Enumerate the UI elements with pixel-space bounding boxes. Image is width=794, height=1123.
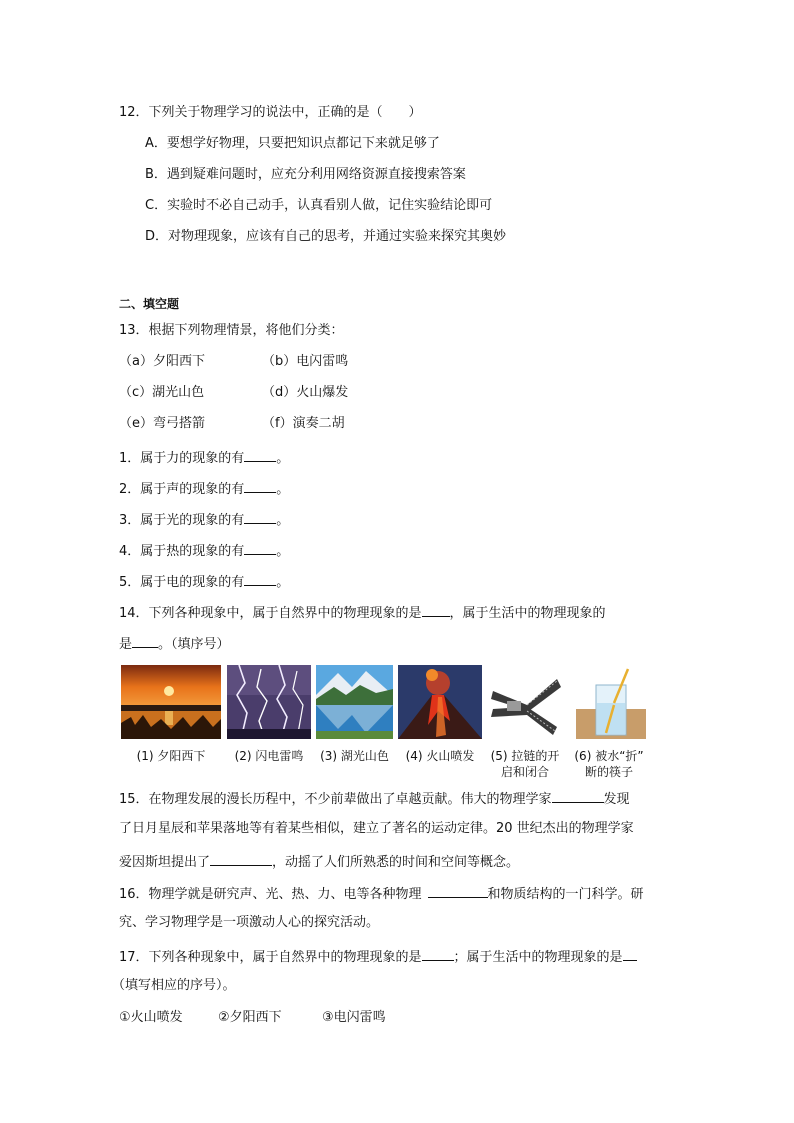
q17-line-1: 17．下列各种现象中，属于自然界中的物理现象的是 ；属于生活中的物理现象的是 bbox=[119, 946, 637, 967]
q13-sub-3: 3．属于光的现象的有 。 bbox=[119, 509, 289, 530]
q14-line-1: 14．下列各种现象中，属于自然界中的物理现象的是 ，属于生活中的物理现象的 bbox=[119, 602, 606, 623]
answer-blank[interactable] bbox=[422, 946, 454, 961]
q17-option-3: ③电闪雷鸣 bbox=[322, 1010, 386, 1025]
image-caption-1: (1) 夕阳西下 bbox=[136, 749, 206, 763]
q15-line-3: 爱因斯坦提出了 ，动摇了人们所熟悉的时间和空间等概念。 bbox=[119, 851, 519, 872]
section-title: 二、填空题 bbox=[119, 297, 180, 311]
answer-blank[interactable] bbox=[244, 447, 276, 462]
q12-option-d: D．对物理现象，应该有自己的思考，并通过实验来探究其奥妙 bbox=[145, 229, 507, 244]
answer-blank[interactable] bbox=[422, 602, 450, 617]
q13-stem: 13．根据下列物理情景，将他们分类： bbox=[119, 323, 344, 338]
answer-blank[interactable] bbox=[428, 883, 488, 898]
q14-line-2: 是 。（填序号） bbox=[119, 633, 230, 654]
lake-mountain-image bbox=[316, 665, 393, 739]
q13-item-c: （c）湖光山色 bbox=[119, 385, 205, 400]
q13-item-a: （a）夕阳西下 bbox=[119, 354, 205, 369]
q15-line-1: 15．在物理发展的漫长历程中，不少前辈做出了卓越贡献。伟大的物理学家 发现 bbox=[119, 788, 630, 809]
q17-option-2: ②夕阳西下 bbox=[218, 1010, 282, 1025]
q17-option-1: ①火山喷发 bbox=[119, 1010, 183, 1025]
answer-blank[interactable] bbox=[244, 509, 276, 524]
answer-blank[interactable] bbox=[210, 851, 272, 866]
q17-line-2: （填写相应的序号）。 bbox=[112, 978, 236, 993]
image-caption-4: (4) 火山喷发 bbox=[405, 749, 475, 763]
answer-blank[interactable] bbox=[623, 946, 637, 961]
q16-line-1: 16．物理学就是研究声、光、热、力、电等各种物理 和物质结构的一门科学。研 bbox=[119, 883, 644, 904]
volcano-image bbox=[398, 665, 482, 739]
answer-blank[interactable] bbox=[244, 478, 276, 493]
image-caption-2: (2) 闪电雷鸣 bbox=[234, 749, 304, 763]
image-caption-6: (6) 被水“折” 断的筷子 bbox=[574, 749, 644, 779]
q13-sub-4: 4．属于热的现象的有 。 bbox=[119, 540, 289, 561]
q12-option-c: C．实验时不必自己动手，认真看别人做，记住实验结论即可 bbox=[145, 198, 493, 213]
q13-item-e: （e）弯弓搭箭 bbox=[119, 416, 205, 431]
q13-sub-2: 2．属于声的现象的有 。 bbox=[119, 478, 289, 499]
answer-blank[interactable] bbox=[552, 788, 604, 803]
image-caption-5: (5) 拉链的开 启和闭合 bbox=[490, 749, 560, 779]
q13-sub-1: 1．属于力的现象的有 。 bbox=[119, 447, 289, 468]
q15-line-2: 了日月星辰和苹果落地等有着某些相似，建立了著名的运动定律。20 世纪杰出的物理学家 bbox=[119, 821, 634, 836]
q13-item-d: （d）火山爆发 bbox=[262, 385, 349, 400]
q12-option-b: B．遇到疑难问题时，应充分利用网络资源直接搜索答案 bbox=[145, 167, 466, 182]
glass-chopstick-image bbox=[576, 665, 646, 739]
q13-sub-5: 5．属于电的现象的有 。 bbox=[119, 571, 289, 592]
zipper-image bbox=[487, 665, 562, 739]
sunset-image bbox=[121, 665, 221, 739]
q13-item-f: （f）演奏二胡 bbox=[262, 416, 345, 431]
q12-stem: 12．下列关于物理学习的说法中，正确的是（ ） bbox=[119, 105, 422, 120]
answer-blank[interactable] bbox=[132, 633, 158, 648]
answer-blank[interactable] bbox=[244, 571, 276, 586]
q12-option-a: A．要想学好物理，只要把知识点都记下来就足够了 bbox=[145, 136, 440, 151]
lightning-image bbox=[227, 665, 311, 739]
image-caption-3: (3) 湖光山色 bbox=[320, 749, 389, 763]
q16-line-2: 究、学习物理学是一项激动人心的探究活动。 bbox=[119, 915, 380, 930]
q13-item-b: （b）电闪雷鸣 bbox=[262, 354, 349, 369]
answer-blank[interactable] bbox=[244, 540, 276, 555]
